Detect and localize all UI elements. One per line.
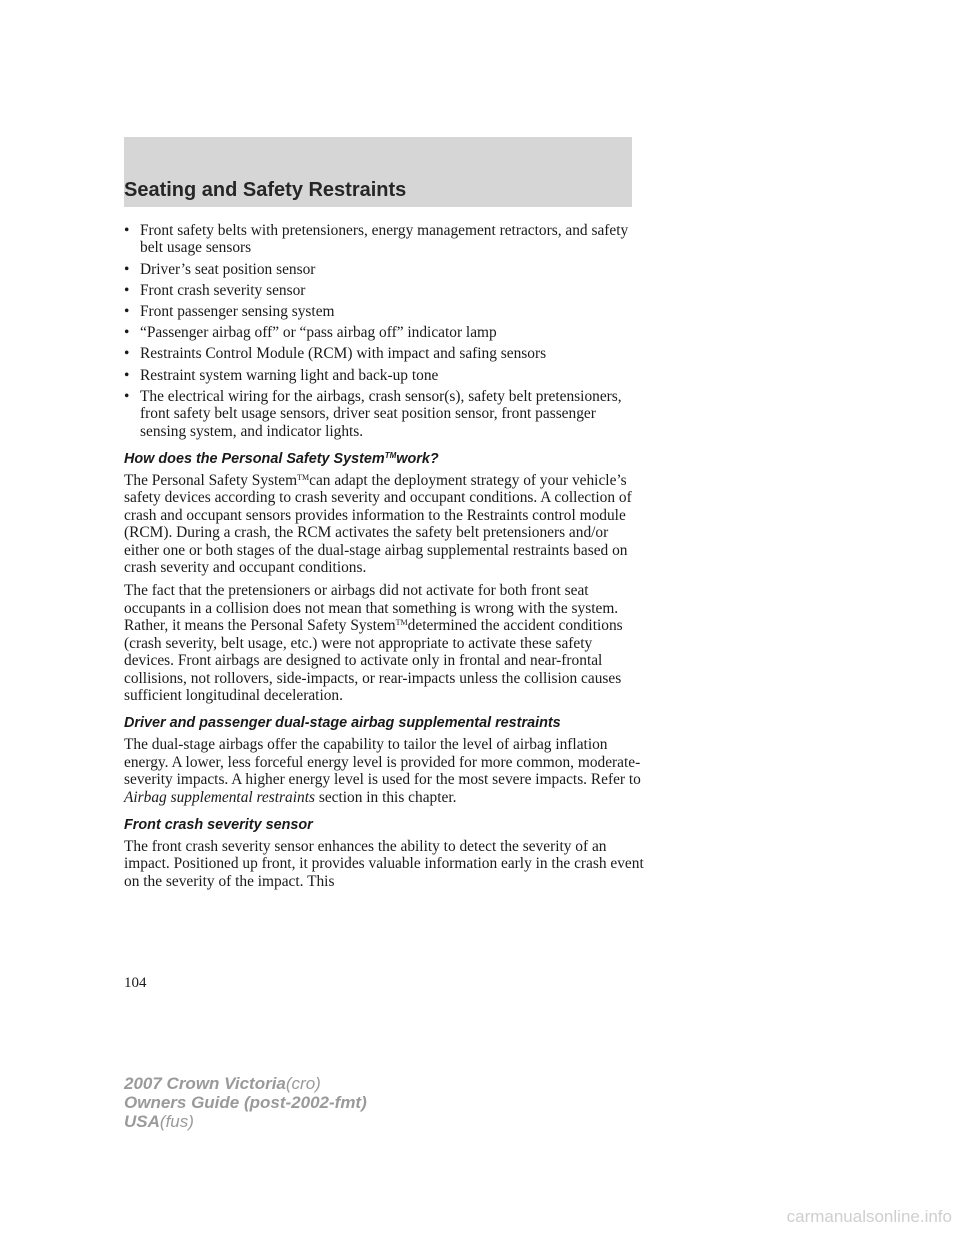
trademark-symbol: TM — [395, 618, 408, 628]
watermark: carmanualsonline.info — [786, 1207, 952, 1226]
page-number: 104 — [124, 975, 147, 991]
list-item: • Restraint system warning light and back-up tone — [124, 366, 439, 384]
list-item: • The electrical wiring for the airbags, crash sensor(s), safety belt pretensioners, front safety belt usage sensors, driver seat position sensor, front passenger sensing system, and indicator lights. — [124, 387, 622, 440]
list-item: • “Passenger airbag off” or “pass airbag off” indicator lamp — [124, 324, 497, 342]
page-content — [124, 222, 644, 896]
bullet-icon: • — [124, 260, 130, 278]
paragraph-front-crash: The front crash severity sensor enhances the ability to detect the severity of an impact. Positioned up front, it provides valuable information early in the crash event on the severity of the impact. This — [124, 837, 644, 890]
paragraph-how-2: The fact that the pretensioners or airbags did not activate for both front seat occupants in a collision does not mean that something is wrong with the system. Rather, it means the Personal Safety System™determined the accident conditions (crash severity, belt usage, etc.) were not appropriate to activate these safety devices. Front airbags are designed to activate only in frontal and near-frontal collisions, not rollovers, side-impacts, or rear-impacts unless the collision causes sufficient longitudinal deceleration. — [124, 582, 623, 704]
heading-front-crash: Front crash severity sensor — [124, 816, 313, 833]
footer-line-3: USA(fus) — [124, 1112, 194, 1131]
bullet-icon: • — [124, 366, 130, 384]
bullet-icon: • — [124, 303, 130, 321]
heading-how-system-works: How does the Personal Safety System™work? — [124, 451, 439, 468]
page-title: Seating and Safety Restraints — [124, 179, 407, 201]
cross-reference: Airbag supplemental restraints — [124, 788, 315, 806]
list-item: • Driver’s seat position sensor — [124, 260, 316, 278]
bullet-icon: • — [124, 387, 130, 405]
list-item: • Front safety belts with pretensioners, energy management retractors, and safety belt usage sensors — [124, 222, 629, 257]
document-footer — [124, 1074, 367, 1131]
trademark-symbol: TM — [297, 473, 310, 483]
bullet-icon: • — [124, 281, 130, 299]
footer-line-2: Owners Guide (post-2002-fmt) — [124, 1093, 367, 1112]
bullet-icon: • — [124, 222, 130, 239]
list-item: • Front passenger sensing system — [124, 303, 335, 321]
bullet-icon: • — [124, 324, 130, 342]
paragraph-dual-stage: The dual-stage airbags offer the capability to tailor the level of airbag inflation energy. A lower, less forceful energy level is provided for more common, moderate-severity impacts. A higher energy level is used for the most severe impacts. Refer to Airbag supplemental restraints section in this chapter. — [124, 736, 641, 806]
list-item: • Restraints Control Module (RCM) with impact and safing sensors — [124, 345, 547, 363]
feature-list — [124, 222, 644, 440]
footer-line-1: 2007 Crown Victoria(cro) — [124, 1074, 321, 1093]
list-item: • Front crash severity sensor — [124, 281, 306, 299]
paragraph-how-1: The Personal Safety System™can adapt the deployment strategy of your vehicle’s safety devices according to crash severity and occupant conditions. A collection of crash and occupant sensors provides information to the Restraints control module (RCM). During a crash, the RCM activates the safety belt pretensioners and/or either one or both stages of the dual-stage airbag supplemental restraints based on crash severity and occupant conditions. — [124, 472, 632, 577]
trademark-symbol: TM — [384, 451, 397, 461]
heading-dual-stage: Driver and passenger dual-stage airbag supplemental restraints — [124, 715, 561, 732]
bullet-icon: • — [124, 345, 130, 363]
